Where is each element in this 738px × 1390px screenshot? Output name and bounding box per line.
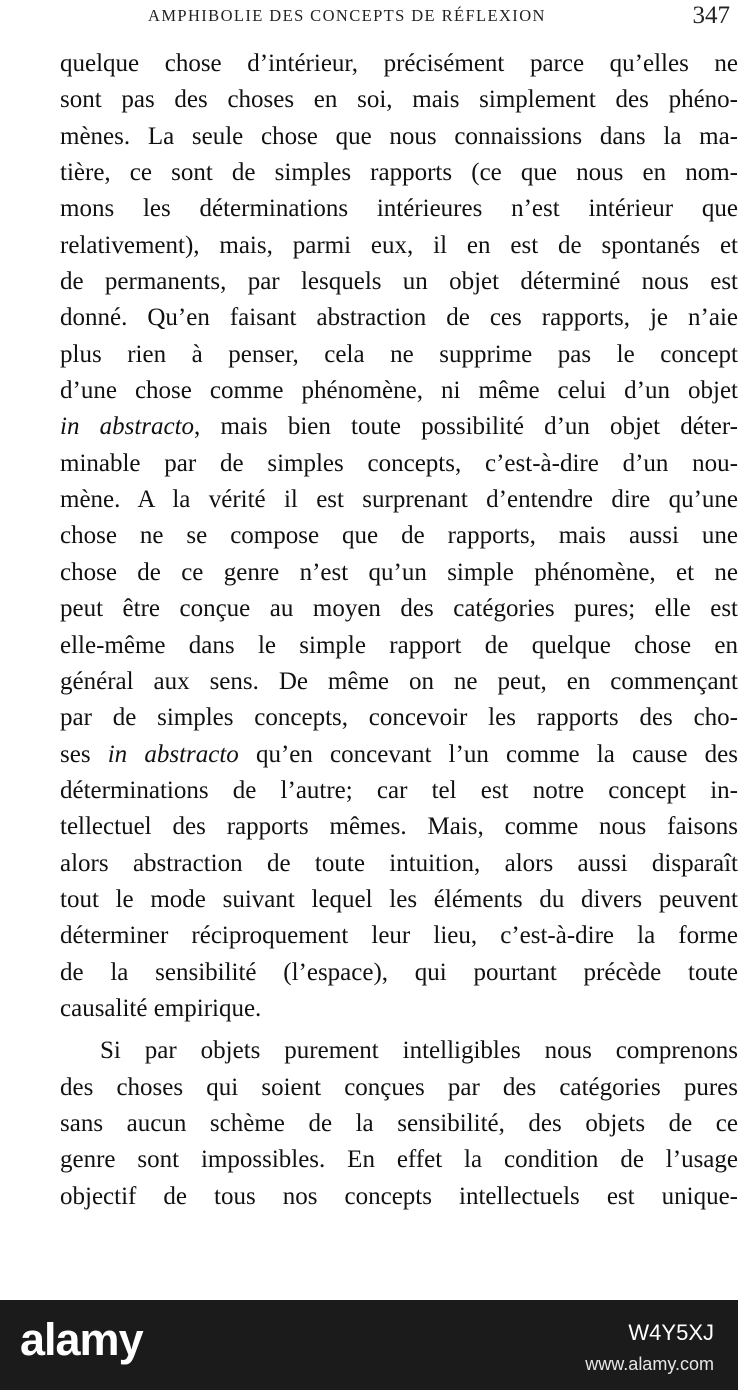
text-line-12: minable par de simples concepts, c’est-à-dire d’un nou- <box>60 449 738 477</box>
text-line-8: donné. Qu’en faisant abstraction de ces rapports, je n’aie <box>60 304 738 332</box>
text-line-28: Si par objets purement intelligibles nous comprenons <box>100 1037 738 1065</box>
text-line-14: chose ne se compose que de rapports, mais aussi une <box>60 522 738 550</box>
text-line-3: mènes. La seule chose que nous connaissions dans la ma- <box>60 122 738 150</box>
italic-phrase: in abstracto <box>60 413 195 441</box>
text-line-13: mène. A la vérité il est surprenant d’entendre dire qu’une <box>60 486 738 514</box>
text-line-9: plus rien à penser, cela ne supprime pas le concept <box>60 340 738 368</box>
text-line-20: ses in abstracto qu’en concevant l’un comme la cause des <box>60 740 738 768</box>
text-line-11: in abstracto, mais bien toute possibilité d’un objet déter- <box>60 413 738 441</box>
body-text <box>60 46 738 1215</box>
text-line-32: objectif de tous nos concepts intellectuels est unique- <box>60 1182 738 1210</box>
running-head <box>60 4 730 30</box>
text-line-30: sans aucun schème de la sensibilité, des objets de ce <box>60 1109 738 1137</box>
text-line-21: déterminations de l’autre; car tel est notre concept in- <box>60 776 738 804</box>
text-line-5: mons les déterminations intérieures n’est intérieur que <box>60 195 738 223</box>
text-line-2: sont pas des choses en soi, mais simplement des phéno- <box>60 86 738 114</box>
text-line-19: par de simples concepts, concevoir les rapports des cho- <box>60 704 738 732</box>
image-id: W4Y5XJ <box>628 1320 714 1345</box>
italic-phrase: in abstracto <box>107 740 239 768</box>
text-line-29: des choses qui soient conçues par des catégories pures <box>60 1073 738 1101</box>
text-line-6: relativement), mais, parmi eux, il en est de spontanés et <box>60 231 738 259</box>
text-line-22: tellectuel des rapports mêmes. Mais, comme nous faisons <box>60 813 738 841</box>
text-line-17: elle-même dans le simple rapport de quelque chose en <box>60 631 738 659</box>
text-line-25: déterminer réciproquement leur lieu, c’est-à-dire la forme <box>60 922 738 950</box>
text-line-27: causalité empirique. <box>60 994 262 1022</box>
text-line-24: tout le mode suivant lequel les éléments du divers peuvent <box>60 885 738 913</box>
text-line-10: d’une chose comme phénomène, ni même celui d’un objet <box>60 377 738 405</box>
text-line-4: tière, ce sont de simples rapports (ce que nous en nom- <box>60 159 738 187</box>
text-line-18: général aux sens. De même on ne peut, en commençant <box>60 667 738 695</box>
text-line-26: de la sensibilité (l’espace), qui pourtant précède toute <box>60 958 738 986</box>
alamy-logo: alamy <box>20 1314 143 1365</box>
running-title: AMPHIBOLIE DES CONCEPTS DE RÉFLEXION <box>148 6 546 25</box>
text-line-7: de permanents, par lesquels un objet déterminé nous est <box>60 268 738 296</box>
text-line-1: quelque chose d’intérieur, précisément parce qu’elles ne <box>60 50 738 77</box>
text-line-15: chose de ce genre n’est qu’un simple phénomène, et ne <box>60 558 738 586</box>
text-line-16: peut être conçue au moyen des catégories pures; elle est <box>60 595 738 623</box>
page-number: 347 <box>692 2 730 29</box>
watermark-url: www.alamy.com <box>585 1354 714 1374</box>
text-line-23: alors abstraction de toute intuition, alors aussi disparaît <box>60 849 738 877</box>
text-line-31: genre sont impossibles. En effet la condition de l’usage <box>60 1146 738 1174</box>
watermark-footer <box>0 1300 738 1390</box>
